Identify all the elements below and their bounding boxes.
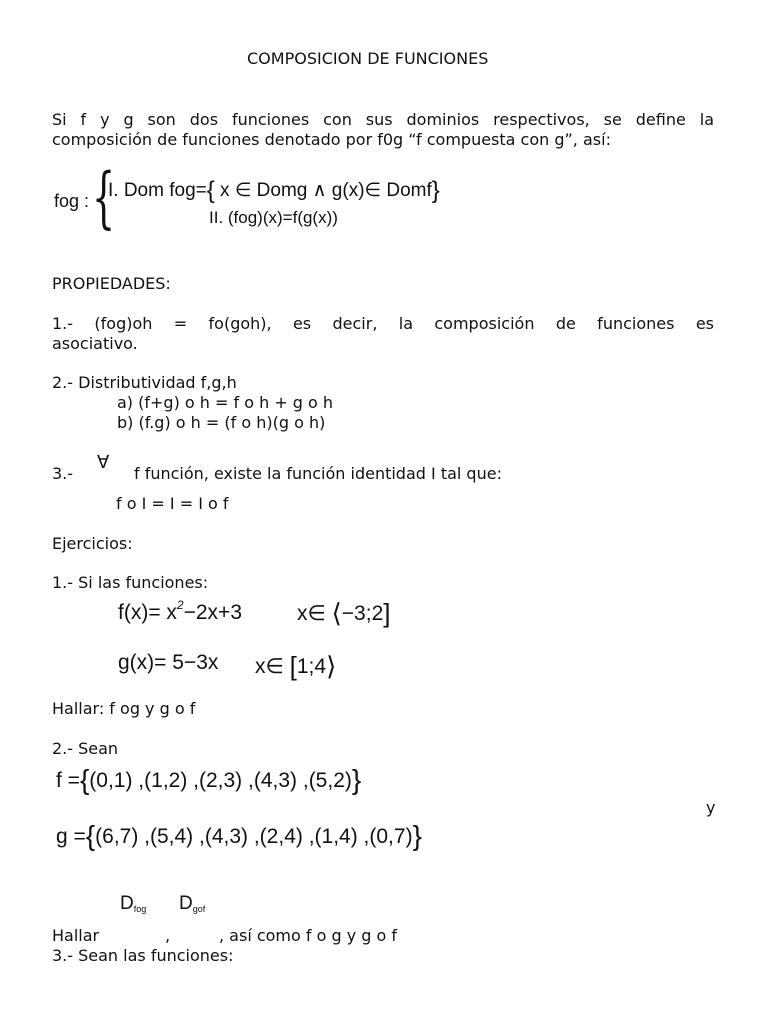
g-domain-interval: 1;4 bbox=[296, 655, 327, 678]
for-all-symbol: ∀ bbox=[97, 452, 110, 472]
f-domain-interval: −3;2 bbox=[341, 602, 384, 625]
f-domain-symbol: x∈ bbox=[297, 602, 326, 625]
g-set-brace-close: } bbox=[412, 820, 422, 851]
property-3-formula: f o I = I = I o f bbox=[116, 494, 229, 513]
property-3-text: f función, existe la función identidad I tal que: bbox=[134, 464, 502, 483]
f-def-rest: −2x+3 bbox=[183, 601, 242, 624]
bracket-open: [ bbox=[289, 651, 297, 681]
properties-heading: PROPIEDADES: bbox=[52, 274, 171, 293]
intro-paragraph bbox=[52, 110, 714, 150]
domain-fog-letter: D bbox=[120, 893, 134, 914]
definition-item-2: II. (fog)(x)=f(g(x)) bbox=[209, 208, 338, 227]
angle-open: ⟨ bbox=[331, 598, 342, 628]
f-def-lhs: f(x)= x bbox=[118, 601, 177, 624]
f-definition bbox=[118, 598, 242, 625]
f-set-brace-open: { bbox=[79, 764, 90, 795]
domain-gof bbox=[179, 893, 205, 915]
exercises-heading: Ejercicios: bbox=[52, 534, 133, 553]
item1-prefix: I. Dom fog= bbox=[108, 180, 207, 201]
f-set-lhs: f = bbox=[56, 769, 80, 792]
g-set-pairs: (6,7) ,(5,4) ,(4,3) ,(2,4) ,(1,4) ,(0,7) bbox=[95, 825, 413, 848]
page-title: COMPOSICION DE FUNCIONES bbox=[247, 49, 489, 68]
f-set-pairs: (0,1) ,(1,2) ,(2,3) ,(4,3) ,(5,2) bbox=[89, 769, 352, 792]
intro-line-1: Si f y g son dos funciones con sus dominios respectivos, se define la bbox=[52, 110, 714, 129]
g-domain-symbol: x∈ bbox=[255, 655, 284, 678]
exercise-2-intro: 2.- Sean bbox=[52, 739, 119, 758]
property-1-line-2: asociativo. bbox=[52, 334, 138, 353]
domain-gof-sub: gof bbox=[192, 904, 206, 914]
item1-set: x ∈ Domg ∧ g(x)∈ Domf bbox=[220, 180, 432, 201]
exercise-3-intro: 3.- Sean las funciones: bbox=[52, 946, 234, 965]
definition-brace: { bbox=[92, 159, 116, 236]
domain-fog bbox=[120, 893, 146, 915]
property-2-b: b) (f.g) o h = (f o h)(g o h) bbox=[117, 413, 326, 432]
domain-fog-sub: fog bbox=[133, 904, 147, 914]
property-2-a: a) (f+g) o h = f o h + g o h bbox=[117, 393, 334, 412]
g-definition: g(x)= 5−3x bbox=[118, 651, 219, 674]
f-set bbox=[56, 764, 361, 796]
exercise-2-task-comma: , bbox=[165, 926, 171, 945]
g-set-lhs: g = bbox=[56, 825, 86, 848]
exercise-1-task: Hallar: f og y g o f bbox=[52, 699, 196, 718]
f-def-exponent: 2 bbox=[176, 598, 184, 612]
bracket-close: ] bbox=[383, 598, 391, 628]
definition-lhs: fog : bbox=[54, 191, 90, 211]
definition-item-1 bbox=[108, 177, 440, 205]
property-3-number: 3.- bbox=[52, 464, 74, 483]
property-1 bbox=[52, 314, 714, 354]
property-1-line-1: 1.- (fog)oh = fo(goh), es decir, la composición de funciones es bbox=[52, 314, 714, 333]
g-set bbox=[56, 820, 422, 852]
exercise-2-task-hallar: Hallar bbox=[52, 926, 100, 945]
property-2-heading: 2.- Distributividad f,g,h bbox=[52, 373, 237, 392]
connector-y: y bbox=[706, 798, 716, 817]
set-brace-close: } bbox=[431, 177, 440, 204]
domain-gof-letter: D bbox=[179, 893, 193, 914]
set-brace-open: { bbox=[206, 177, 215, 204]
f-domain bbox=[297, 598, 391, 629]
angle-close: ⟩ bbox=[326, 651, 337, 681]
f-set-brace-close: } bbox=[351, 764, 362, 795]
exercise-2-task-rest: , así como f o g y g o f bbox=[219, 926, 398, 945]
intro-line-2: composición de funciones denotado por f0g “f compuesta con g”, así: bbox=[52, 130, 611, 149]
g-set-brace-open: { bbox=[85, 820, 96, 851]
g-domain bbox=[255, 651, 336, 682]
exercise-1-intro: 1.- Si las funciones: bbox=[52, 573, 209, 592]
